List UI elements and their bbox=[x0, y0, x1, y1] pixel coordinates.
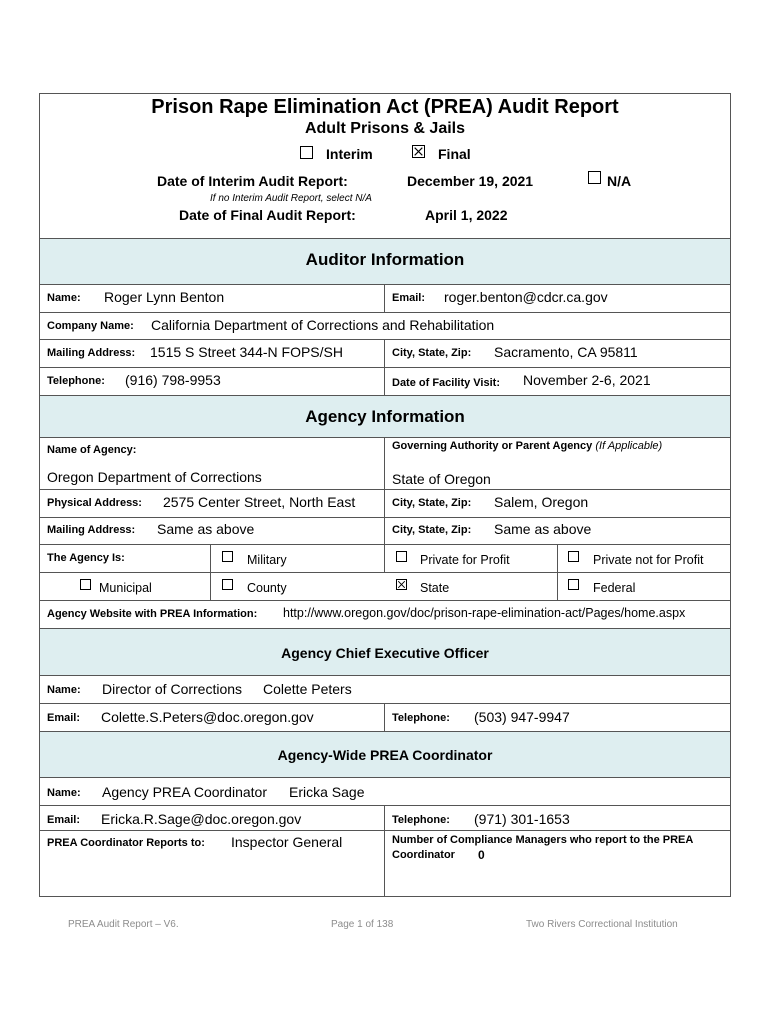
rule bbox=[40, 675, 730, 676]
coordinator-section-title: Agency-Wide PREA Coordinator bbox=[277, 747, 493, 763]
ceo-phone: (503) 947-9947 bbox=[474, 709, 570, 725]
auditor-city-label: City, State, Zip: bbox=[392, 347, 472, 359]
rule bbox=[40, 312, 730, 313]
federal-label: Federal bbox=[593, 581, 636, 595]
ceo-section-title: Agency Chief Executive Officer bbox=[281, 645, 489, 661]
rule bbox=[40, 777, 730, 778]
private-nonprofit-checkbox[interactable] bbox=[568, 551, 579, 562]
governing-label-text: Governing Authority or Parent Agency bbox=[392, 440, 593, 452]
governing-label-note: (If Applicable) bbox=[595, 440, 663, 452]
agency-city2: Same as above bbox=[494, 521, 592, 537]
column-divider bbox=[384, 703, 385, 731]
rule bbox=[40, 600, 730, 601]
na-label: N/A bbox=[607, 173, 632, 189]
rule bbox=[40, 284, 730, 285]
managers-label-line1: Number of Compliance Managers who report to the PREA bbox=[392, 834, 694, 846]
column-divider bbox=[384, 339, 385, 395]
interim-date-label: Date of Interim Audit Report: bbox=[157, 173, 348, 189]
rule bbox=[40, 628, 730, 629]
agency-section-title: Agency Information bbox=[305, 407, 465, 426]
rule bbox=[40, 544, 730, 545]
rule bbox=[40, 238, 730, 239]
agency-is-label: The Agency Is: bbox=[47, 552, 125, 564]
agency-website-link[interactable]: http://www.oregon.gov/doc/prison-rape-elimination-act/Pages/home.aspx bbox=[283, 606, 686, 620]
rule bbox=[40, 805, 730, 806]
ceo-email-label: Email: bbox=[47, 712, 81, 724]
interim-checkbox[interactable] bbox=[300, 146, 313, 159]
county-checkbox[interactable] bbox=[222, 579, 233, 590]
private-nonprofit-label: Private not for Profit bbox=[593, 553, 704, 567]
coordinator-phone-label: Telephone: bbox=[392, 814, 450, 826]
visit-date-label: Date of Facility Visit: bbox=[392, 377, 500, 389]
governing-label bbox=[392, 440, 662, 452]
column-divider bbox=[384, 284, 385, 312]
physical-address: 2575 Center Street, North East bbox=[163, 494, 356, 510]
agency-name: Oregon Department of Corrections bbox=[47, 469, 262, 485]
check-x-icon bbox=[397, 580, 406, 589]
agency-city2-label: City, State, Zip: bbox=[392, 524, 472, 536]
na-note: If no Interim Audit Report, select N/A bbox=[210, 193, 372, 204]
company-name: California Department of Corrections and Rehabilitation bbox=[151, 317, 495, 333]
reports-to-label: PREA Coordinator Reports to: bbox=[47, 837, 205, 849]
federal-checkbox[interactable] bbox=[568, 579, 579, 590]
state-checkbox[interactable] bbox=[396, 579, 407, 590]
auditor-name: Roger Lynn Benton bbox=[104, 289, 225, 305]
military-label: Military bbox=[247, 553, 287, 567]
municipal-checkbox[interactable] bbox=[80, 579, 91, 590]
rule bbox=[40, 367, 730, 368]
na-checkbox[interactable] bbox=[588, 171, 601, 184]
auditor-phone: (916) 798-9953 bbox=[125, 372, 221, 388]
rule bbox=[40, 437, 730, 438]
agency-mailing: Same as above bbox=[157, 521, 255, 537]
private-profit-label: Private for Profit bbox=[420, 553, 510, 567]
final-checkbox[interactable] bbox=[412, 145, 425, 158]
auditor-mailing: 1515 S Street 344-N FOPS/SH bbox=[150, 344, 343, 360]
coordinator-name-label: Name: bbox=[47, 787, 81, 799]
auditor-phone-label: Telephone: bbox=[47, 375, 105, 387]
private-profit-checkbox[interactable] bbox=[396, 551, 407, 562]
visit-date: November 2-6, 2021 bbox=[523, 372, 651, 388]
final-date-value: April 1, 2022 bbox=[425, 207, 508, 223]
report-subtitle: Adult Prisons & Jails bbox=[304, 120, 466, 137]
agency-mailing-label: Mailing Address: bbox=[47, 524, 136, 536]
rule bbox=[40, 572, 730, 573]
ceo-phone-label: Telephone: bbox=[392, 712, 450, 724]
rule bbox=[40, 489, 730, 490]
interim-date-value: December 19, 2021 bbox=[407, 173, 534, 189]
company-label: Company Name: bbox=[47, 320, 134, 332]
interim-label: Interim bbox=[326, 146, 373, 162]
governing-authority: State of Oregon bbox=[392, 471, 491, 487]
coordinator-email-label: Email: bbox=[47, 814, 81, 826]
auditor-email-label: Email: bbox=[392, 292, 426, 304]
rule bbox=[40, 830, 730, 831]
managers-label-line2: Coordinator bbox=[392, 849, 455, 861]
physical-address-label: Physical Address: bbox=[47, 497, 142, 509]
auditor-section-title: Auditor Information bbox=[305, 250, 465, 269]
state-label: State bbox=[420, 581, 450, 595]
check-x-icon bbox=[413, 146, 424, 157]
managers-count: 0 bbox=[478, 848, 485, 862]
municipal-label: Municipal bbox=[99, 581, 152, 595]
agency-name-label: Name of Agency: bbox=[47, 444, 137, 456]
auditor-email: roger.benton@cdcr.ca.gov bbox=[444, 289, 608, 305]
ceo-title: Director of Corrections bbox=[102, 681, 243, 697]
column-divider bbox=[557, 544, 558, 600]
column-divider bbox=[210, 544, 211, 600]
auditor-name-label: Name: bbox=[47, 292, 81, 304]
final-date-label: Date of Final Audit Report: bbox=[179, 207, 356, 223]
column-divider bbox=[384, 437, 385, 572]
footer-page-number: Page 1 of 138 bbox=[331, 919, 394, 930]
agency-city: Salem, Oregon bbox=[494, 494, 589, 510]
rule bbox=[40, 395, 730, 396]
coordinator-email: Ericka.R.Sage@doc.oregon.gov bbox=[101, 811, 302, 827]
reports-to: Inspector General bbox=[231, 834, 343, 850]
column-divider bbox=[384, 805, 385, 897]
coordinator-phone: (971) 301-1653 bbox=[474, 811, 570, 827]
rule bbox=[40, 703, 730, 704]
auditor-city: Sacramento, CA 95811 bbox=[494, 344, 638, 360]
final-label: Final bbox=[438, 146, 471, 162]
report-title: Prison Rape Elimination Act (PREA) Audit Report bbox=[151, 96, 619, 118]
rule bbox=[40, 731, 730, 732]
coordinator-name: Ericka Sage bbox=[289, 784, 365, 800]
agency-city-label: City, State, Zip: bbox=[392, 497, 472, 509]
footer-left: PREA Audit Report – V6. bbox=[68, 919, 179, 930]
coordinator-title: Agency PREA Coordinator bbox=[102, 784, 267, 800]
rule bbox=[40, 339, 730, 340]
ceo-name: Colette Peters bbox=[263, 681, 352, 697]
ceo-name-label: Name: bbox=[47, 684, 81, 696]
rule bbox=[40, 517, 730, 518]
footer-right: Two Rivers Correctional Institution bbox=[526, 919, 678, 930]
ceo-email: Colette.S.Peters@doc.oregon.gov bbox=[101, 709, 314, 725]
military-checkbox[interactable] bbox=[222, 551, 233, 562]
county-label: County bbox=[247, 581, 287, 595]
website-label: Agency Website with PREA Information: bbox=[47, 608, 258, 620]
auditor-mailing-label: Mailing Address: bbox=[47, 347, 136, 359]
